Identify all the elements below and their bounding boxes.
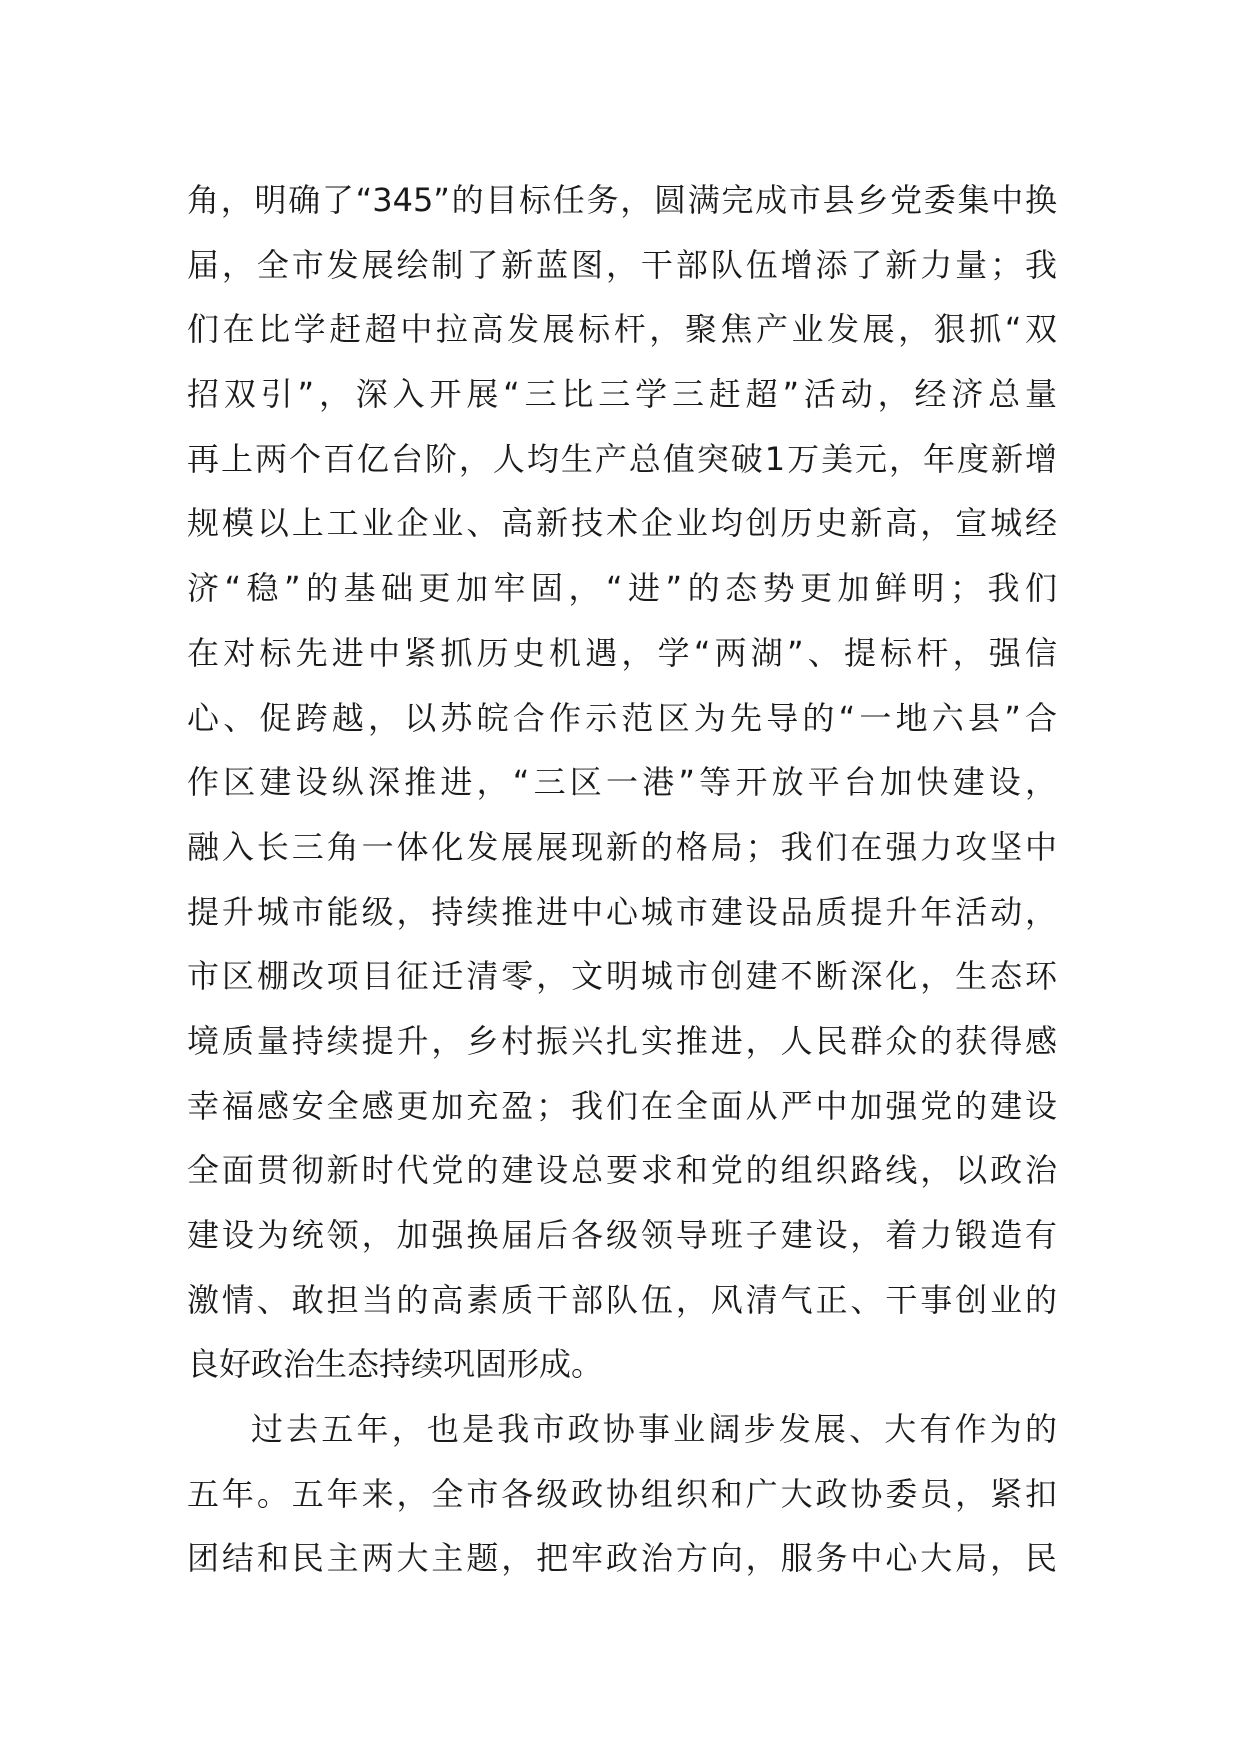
- paragraph-2: [187, 1397, 1057, 1591]
- text-line: 过去五年，也是我市政协事业阔步发展、大有作为的: [251, 1410, 1057, 1449]
- text-line: 角，明确了“345”的目标任务，圆满完成市县乡党委集中换: [187, 181, 1057, 219]
- text-line: 济“稳”的基础更加牢固，“进”的态势更加鲜明；我们: [187, 569, 1057, 608]
- text-line: 心、促跨越，以苏皖合作示范区为先导的“一地六县”合: [187, 698, 1057, 737]
- body-text: [187, 168, 1057, 1591]
- text-line: 建设为统领，加强换届后各级领导班子建设，着力锻造有: [187, 1216, 1057, 1254]
- text-line: 激情、敢担当的高素质干部队伍，风清气正、干事创业的: [187, 1280, 1057, 1319]
- text-line: 五年。五年来，全市各级政协组织和广大政协委员，紧扣: [187, 1474, 1057, 1513]
- text-line: 届，全市发展绘制了新蓝图，干部队伍增添了新力量；我: [187, 245, 1057, 284]
- text-line: 规模以上工业企业、高新技术企业均创历史新高，宣城经: [187, 504, 1057, 543]
- text-line: 作区建设纵深推进，“三区一港”等开放平台加快建设，: [187, 763, 1057, 802]
- text-line: 良好政治生态持续巩固形成。: [187, 1345, 604, 1384]
- paragraph-1: [187, 168, 1057, 1397]
- text-line: 市区棚改项目征迁清零，文明城市创建不断深化，生态环: [187, 957, 1057, 996]
- text-line: 境质量持续提升，乡村振兴扎实推进，人民群众的获得感: [187, 1021, 1057, 1060]
- text-line: 在对标先进中紧抓历史机遇，学“两湖”、提标杆，强信: [187, 633, 1057, 672]
- text-line: 再上两个百亿台阶，人均生产总值突破1万美元，年度新增: [187, 439, 1057, 478]
- text-line: 提升城市能级，持续推进中心城市建设品质提升年活动，: [187, 892, 1057, 931]
- text-line: 们在比学赶超中拉高发展标杆，聚焦产业发展，狠抓“双: [187, 310, 1057, 349]
- text-line: 融入长三角一体化发展展现新的格局；我们在强力攻坚中: [187, 827, 1057, 866]
- text-line: 团结和民主两大主题，把牢政治方向，服务中心大局，民: [187, 1539, 1057, 1578]
- text-line: 幸福感安全感更加充盈；我们在全面从严中加强党的建设: [187, 1086, 1057, 1125]
- text-line: 招双引”，深入开展“三比三学三赶超”活动，经济总量: [187, 375, 1057, 414]
- text-line: 全面贯彻新时代党的建设总要求和党的组织路线，以政治: [187, 1151, 1057, 1190]
